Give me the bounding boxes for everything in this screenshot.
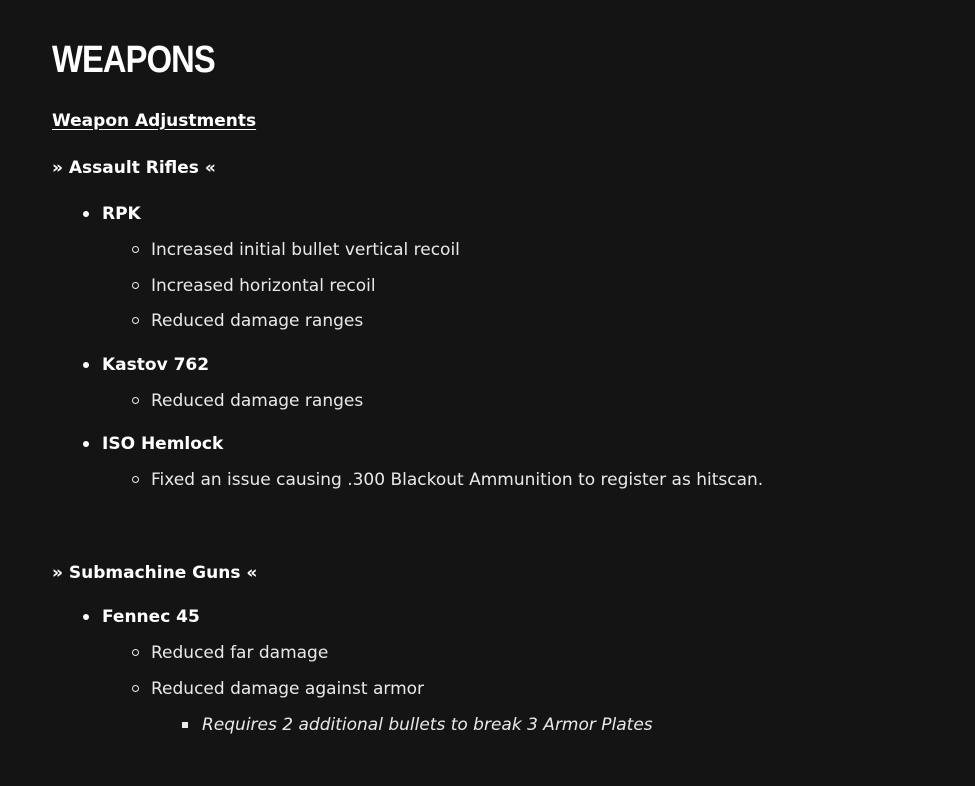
weapon-fennec-45	[102, 606, 200, 628]
weapon-adjustments-heading: Weapon Adjustments	[52, 111, 257, 131]
category-submachine-guns: » Submachine Guns «	[52, 563, 258, 583]
change-item	[151, 239, 460, 261]
change-text: Reduced damage ranges	[151, 391, 364, 411]
weapon-name: Fennec 45	[102, 607, 200, 627]
weapon-name: RPK	[102, 204, 141, 224]
circle-bullet-icon	[132, 649, 139, 656]
weapon-kastov-762	[102, 354, 209, 376]
change-text: Reduced far damage	[151, 643, 329, 663]
circle-bullet-icon	[132, 282, 139, 289]
square-bullet-icon	[182, 722, 188, 728]
disc-bullet-icon	[83, 211, 89, 217]
change-item	[151, 469, 763, 491]
disc-bullet-icon	[83, 614, 89, 620]
page-title: WEAPONS	[52, 39, 215, 81]
change-item	[151, 275, 376, 297]
change-item	[151, 310, 363, 332]
weapon-name: ISO Hemlock	[102, 434, 224, 454]
change-text: Reduced damage against armor	[151, 679, 425, 699]
change-item	[151, 390, 363, 412]
change-text: Fixed an issue causing .300 Blackout Ammunition to register as hitscan.	[151, 470, 764, 490]
disc-bullet-icon	[83, 441, 89, 447]
change-text: Increased initial bullet vertical recoil	[151, 240, 460, 260]
circle-bullet-icon	[132, 476, 139, 483]
subnote-item	[202, 714, 653, 736]
circle-bullet-icon	[132, 685, 139, 692]
circle-bullet-icon	[132, 397, 139, 404]
disc-bullet-icon	[83, 362, 89, 368]
circle-bullet-icon	[132, 317, 139, 324]
weapon-rpk	[102, 203, 141, 225]
weapon-iso-hemlock	[102, 433, 223, 455]
change-item	[151, 678, 424, 700]
change-text: Reduced damage ranges	[151, 311, 364, 331]
subnote-text: Requires 2 additional bullets to break 3 Armor Plates	[202, 715, 653, 735]
change-text: Increased horizontal recoil	[151, 276, 376, 296]
category-assault-rifles: » Assault Rifles «	[52, 158, 216, 178]
change-item	[151, 642, 328, 664]
weapon-name: Kastov 762	[102, 355, 210, 375]
circle-bullet-icon	[132, 246, 139, 253]
